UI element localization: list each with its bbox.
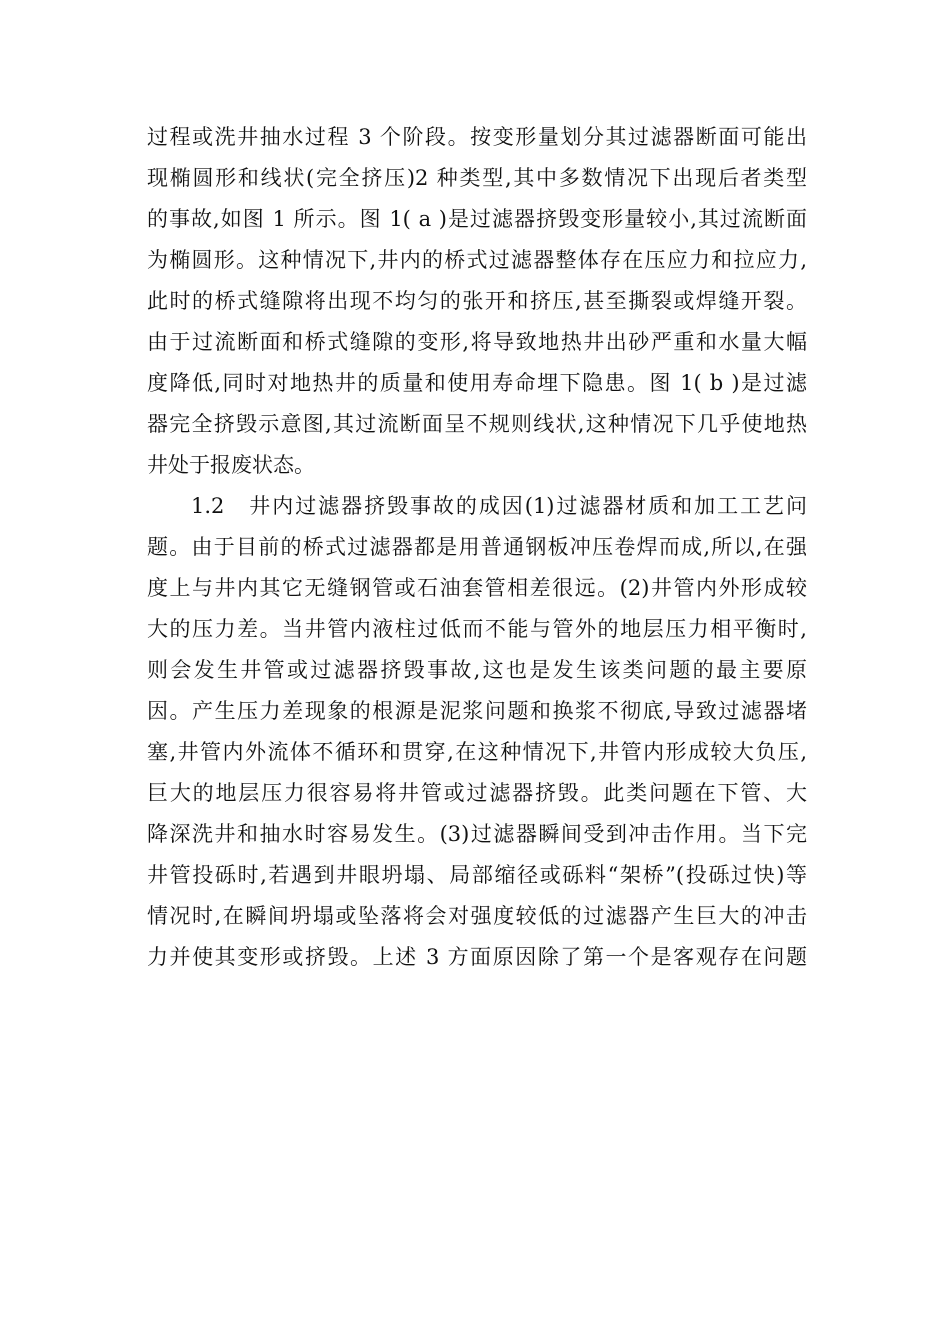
body-text — [147, 117, 807, 978]
text-line: 现椭圆形和线状(完全挤压)2 种类型,其中多数情况下出现后者类型 — [147, 166, 807, 190]
text-line: 井管投砾时,若遇到井眼坍塌、局部缩径或砾料“架桥”(投砾过快)等 — [147, 863, 807, 887]
text-line: 大的压力差。当井管内液柱过低而不能与管外的地层压力相平衡时, — [147, 617, 807, 641]
text-line: 因。产生压力差现象的根源是泥浆问题和换浆不彻底,导致过滤器堵 — [147, 699, 807, 723]
text-line: 题。由于目前的桥式过滤器都是用普通钢板冲压卷焊而成,所以,在强 — [147, 535, 807, 559]
text-line: 塞,井管内外流体不循环和贯穿,在这种情况下,井管内形成较大负压, — [147, 740, 807, 764]
text-line: 过程或洗井抽水过程 3 个阶段。按变形量划分其过滤器断面可能出 — [147, 125, 807, 149]
text-line: 的事故,如图 1 所示。图 1( a )是过滤器挤毁变形量较小,其过流断面 — [147, 207, 807, 231]
text-line: 力并使其变形或挤毁。上述 3 方面原因除了第一个是客观存在问题 — [147, 945, 807, 969]
text-line: 井处于报废状态。 — [147, 453, 315, 477]
text-line: 巨大的地层压力很容易将井管或过滤器挤毁。此类问题在下管、大 — [147, 781, 807, 805]
text-line: 为椭圆形。这种情况下,井内的桥式过滤器整体存在压应力和拉应力, — [147, 248, 807, 272]
text-line: 则会发生井管或过滤器挤毁事故,这也是发生该类问题的最主要原 — [147, 658, 807, 682]
text-line: 此时的桥式缝隙将出现不均匀的张开和挤压,甚至撕裂或焊缝开裂。 — [147, 289, 807, 313]
text-line: 器完全挤毁示意图,其过流断面呈不规则线状,这种情况下几乎使地热 — [147, 412, 807, 436]
text-line: 降深洗井和抽水时容易发生。(3)过滤器瞬间受到冲击作用。当下完 — [147, 822, 807, 846]
text-line: 由于过流断面和桥式缝隙的变形,将导致地热井出砂严重和水量大幅 — [147, 330, 807, 354]
text-line: 度上与井内其它无缝钢管或石油套管相差很远。(2)井管内外形成较 — [147, 576, 807, 600]
text-line: 1.2 井内过滤器挤毁事故的成因(1)过滤器材质和加工工艺问 — [191, 494, 807, 518]
text-line: 度降低,同时对地热井的质量和使用寿命埋下隐患。图 1( b )是过滤 — [147, 371, 807, 395]
text-line: 情况时,在瞬间坍塌或坠落将会对强度较低的过滤器产生巨大的冲击 — [147, 904, 807, 928]
